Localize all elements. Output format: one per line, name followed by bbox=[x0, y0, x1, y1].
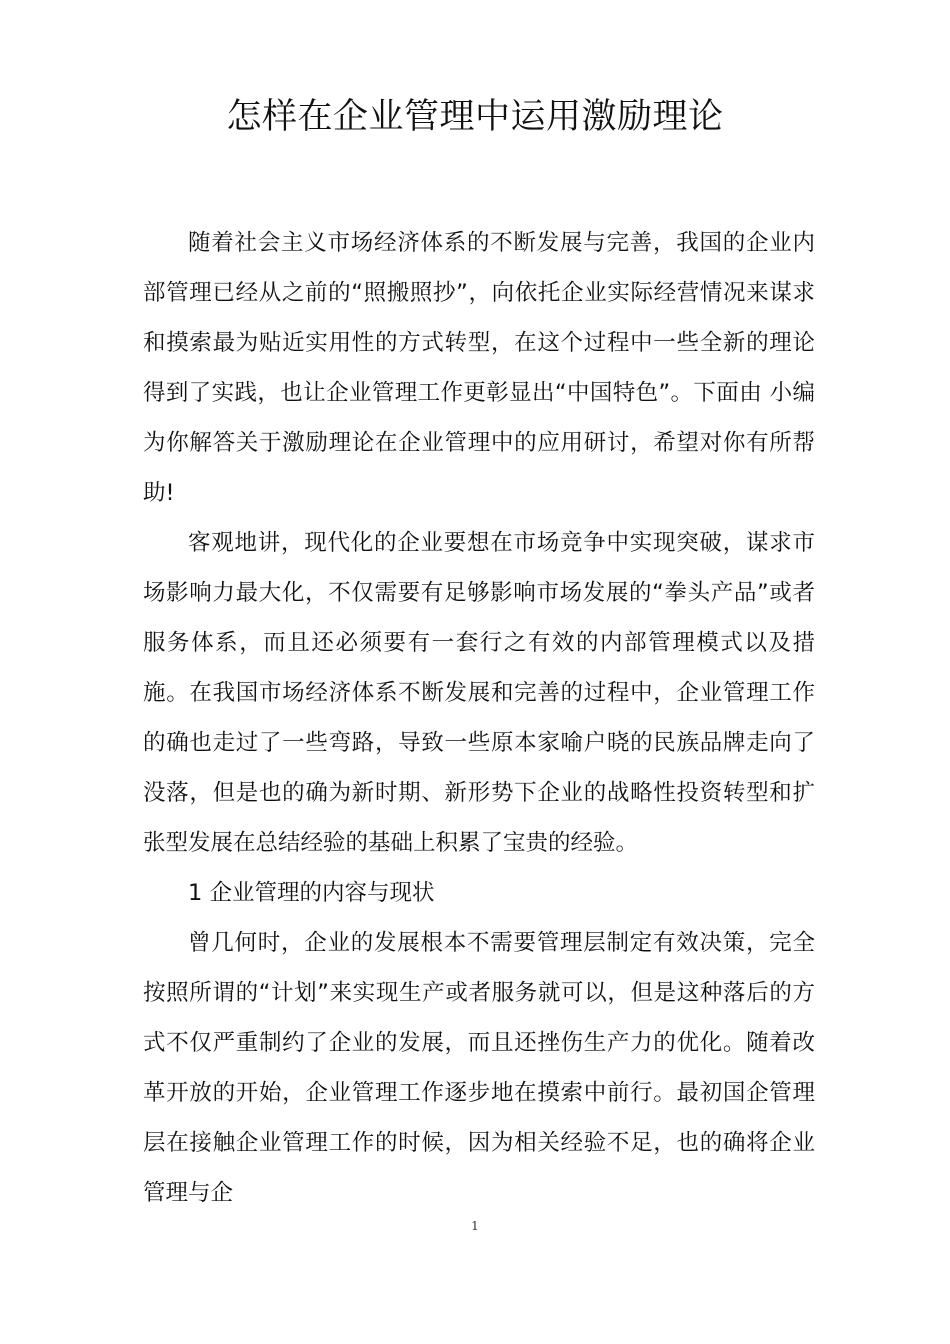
paragraph-section-1: 曾几何时，企业的发展根本不需要管理层制定有效决策，完全按照所谓的“计划”来实现生产或者服务就可以，但是这种落后的方式不仅严重制约了企业的发展，而且还挫伤生产力的优化。随着改革开放的开始，企业管理工作逐步地在摸索中前行。最初国企管理层在接触企业管理工作的时候，因为相关经验不足，也的确将企业管理与企 bbox=[143, 930, 815, 1206]
page-number: 1 bbox=[471, 1219, 479, 1233]
document-title: 怎样在企业管理中运用激励理论 bbox=[226, 97, 724, 137]
section-heading: 1 企业管理的内容与现状 bbox=[188, 880, 435, 906]
paragraph-intro: 随着社会主义市场经济体系的不断发展与完善，我国的企业内部管理已经从之前的“照搬照抄”，向依托企业实际经营情况来谋求和摸索最为贴近实用性的方式转型，在这个过程中一些全新的理论得到了实践，也让企业管理工作更彰显出“中国特色”。下面由 小编为你解答关于激励理论在企业管理中的应用研讨，希望对你有所帮助! bbox=[143, 230, 815, 506]
paragraph-background: 客观地讲，现代化的企业要想在市场竞争中实现突破，谋求市场影响力最大化，不仅需要有足够影响市场发展的“拳头产品”或者服务体系，而且还必须要有一套行之有效的内部管理模式以及措施。在我国市场经济体系不断发展和完善的过程中，企业管理工作的确也走过了一些弯路，导致一些原本家喻户晓的民族品牌走向了没落，但是也的确为新时期、新形势下企业的战略性投资转型和扩张型发展在总结经验的基础上积累了宝贵的经验。 bbox=[143, 530, 815, 856]
